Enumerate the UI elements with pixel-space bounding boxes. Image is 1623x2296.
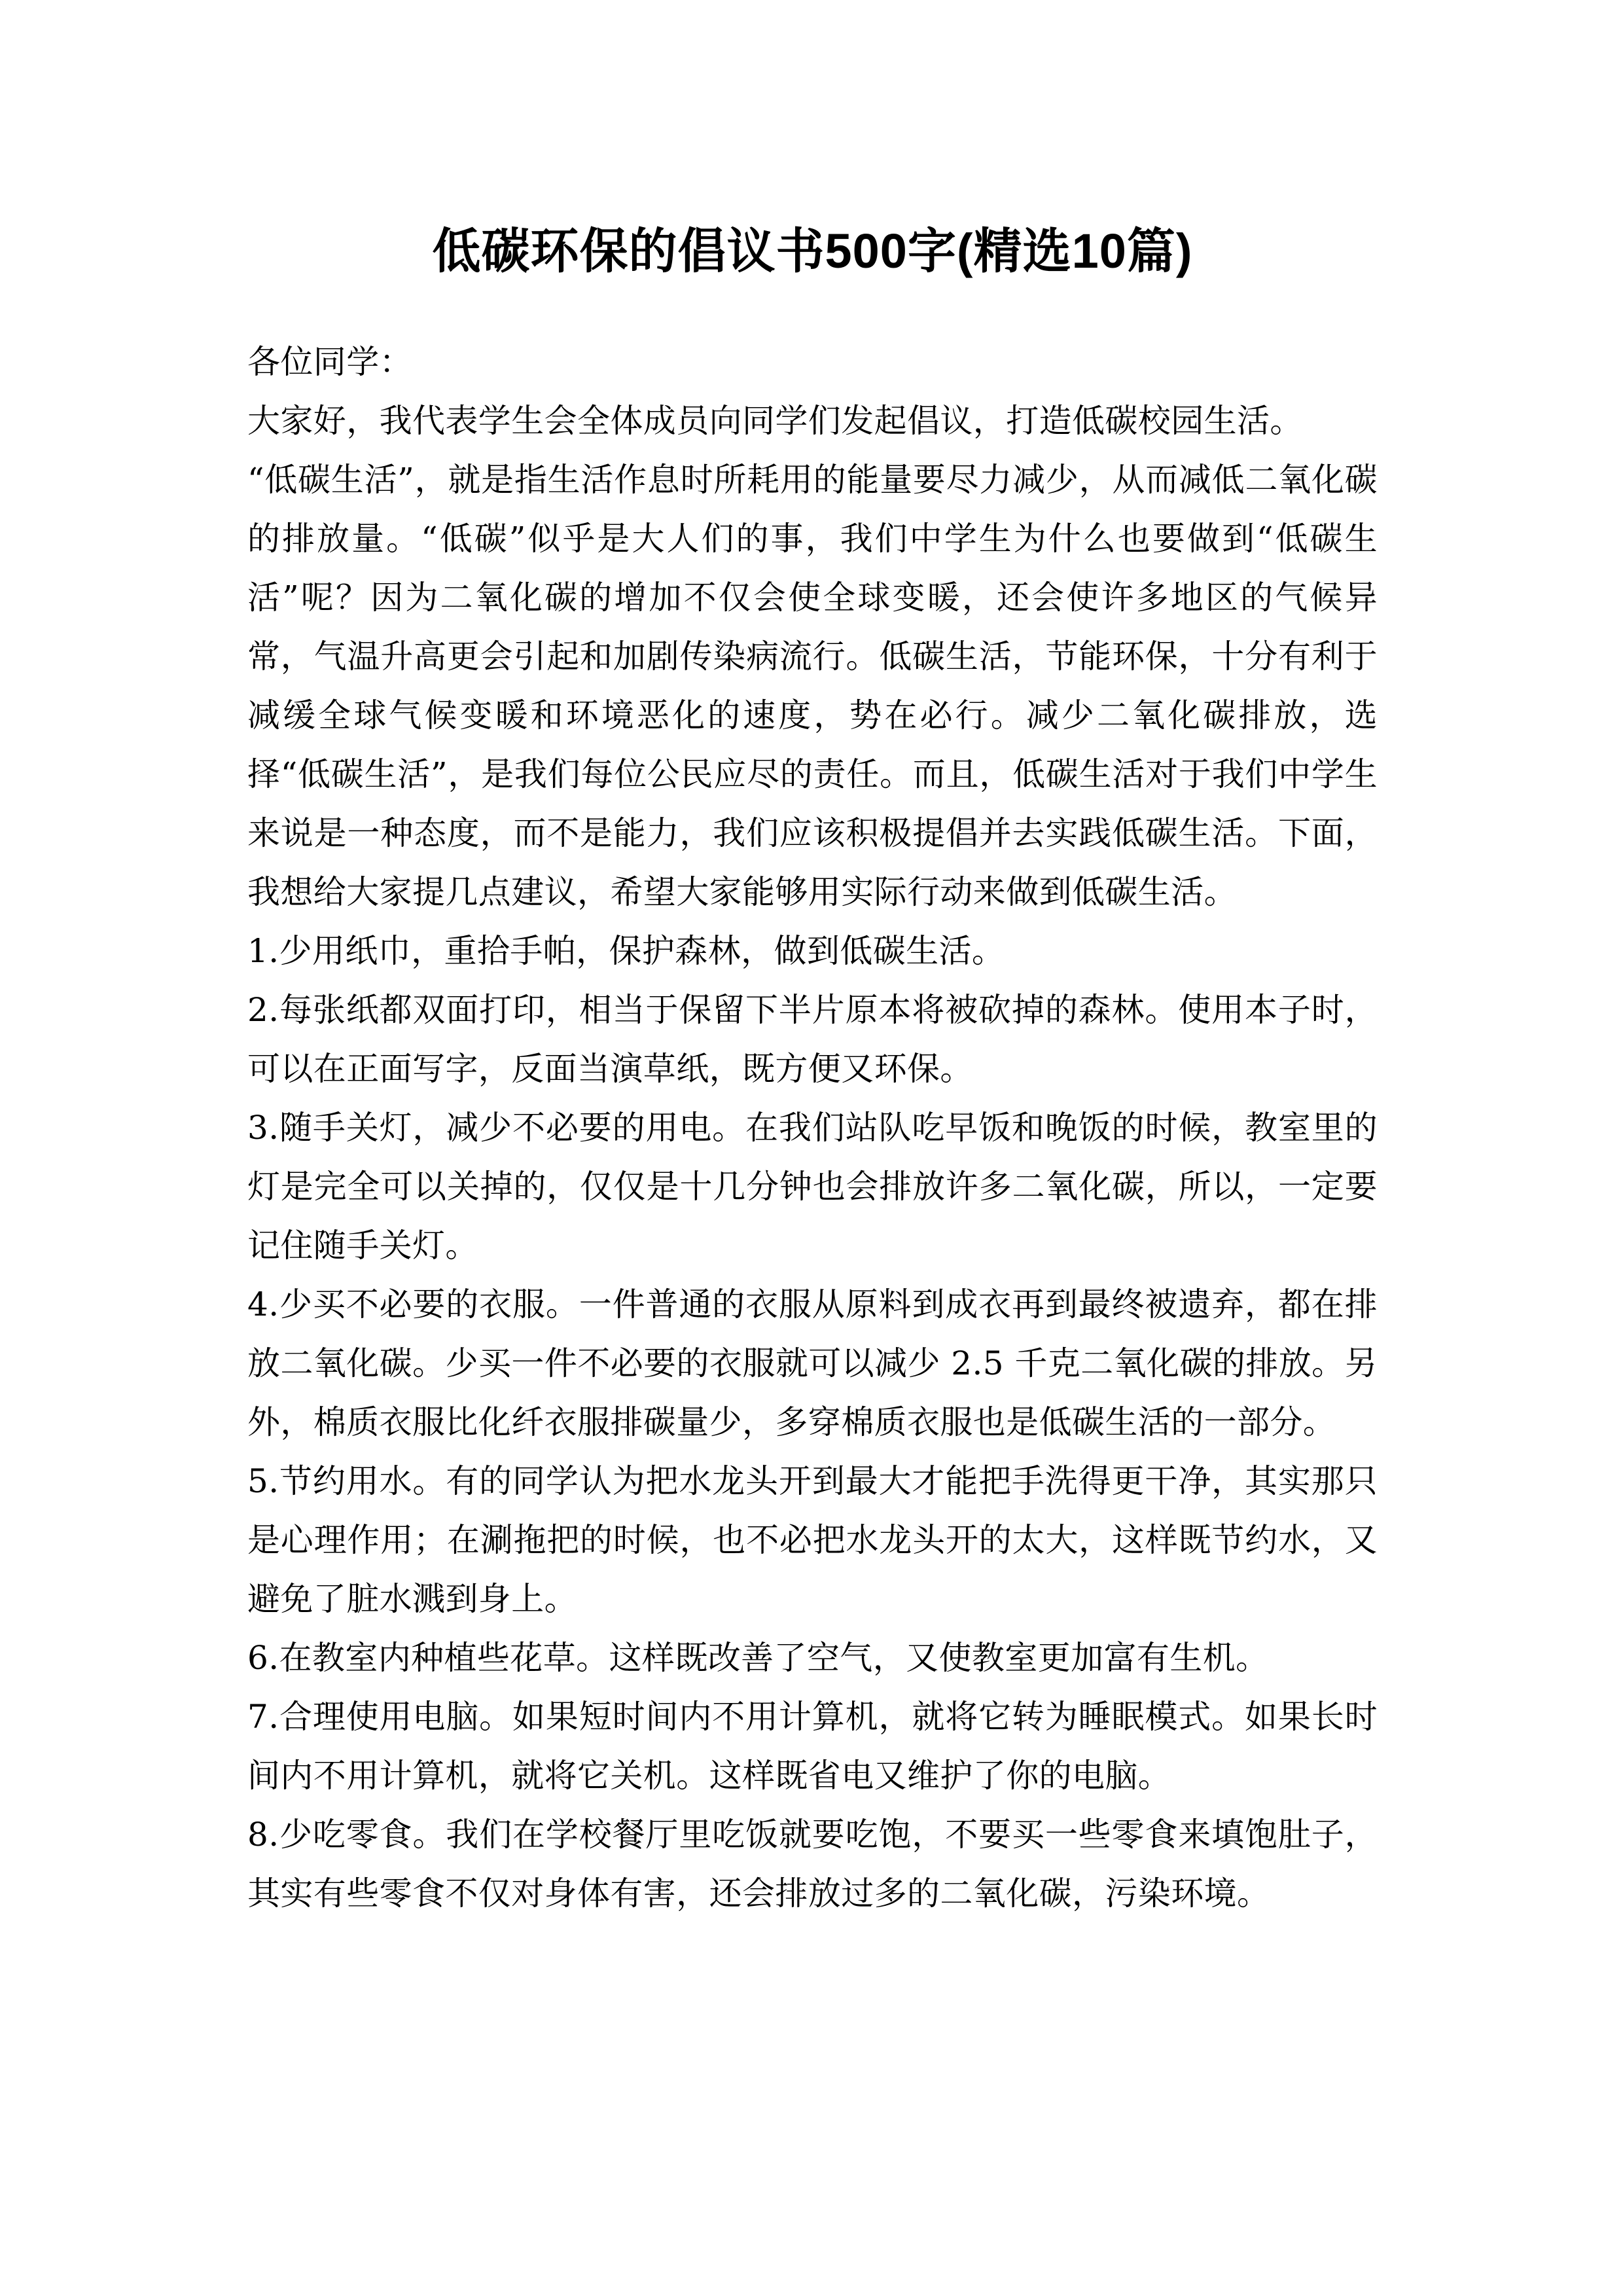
suggestion-item-3: 3.随手关灯，减少不必要的用电。在我们站队吃早饭和晚饭的时候，教室里的灯是完全可以关掉的，仅仅是十几分钟也会排放许多二氧化碳，所以，一定要记住随手关灯。 [247,1109,1378,1265]
body-paragraph-1: 大家好，我代表学生会全体成员向同学们发起倡议，打造低碳校园生活。 [247,402,1303,440]
suggestion-item-8: 8.少吃零食。我们在学校餐厅里吃饭就要吃饱，不要买一些零食来填饱肚子，其实有些零食不仅对身体有害，还会排放过多的二氧化碳，污染环境。 [247,1816,1378,1912]
suggestion-item-1: 1.少用纸巾，重拾手帕，保护森林，做到低碳生活。 [247,932,1005,970]
document-body [247,332,1378,1923]
suggestion-item-6: 6.在教室内种植些花草。这样既改善了空气，又使教室更加富有生机。 [247,1639,1269,1677]
suggestion-item-4: 4.少买不必要的衣服。一件普通的衣服从原料到成衣再到最终被遗弃，都在排放二氧化碳。少买一件不必要的衣服就可以减少 2.5 千克二氧化碳的排放。另外，棉质衣服比化纤衣服排碳量少，多穿棉质衣服也是低碳生活的一部分。 [247,1285,1378,1441]
salutation-line: 各位同学： [247,343,412,381]
suggestion-item-2: 2.每张纸都双面打印，相当于保留下半片原本将被砍掉的森林。使用本子时，可以在正面写字，反面当演草纸，既方便又环保。 [247,991,1378,1088]
suggestion-item-5: 5.节约用水。有的同学认为把水龙头开到最大才能把手洗得更干净，其实那只是心理作用；在涮拖把的时候，也不必把水龙头开的太大，这样既节约水，又避免了脏水溅到身上。 [247,1462,1378,1618]
suggestion-item-7: 7.合理使用电脑。如果短时间内不用计算机，就将它转为睡眠模式。如果长时间内不用计算机，就将它关机。这样既省电又维护了你的电脑。 [247,1698,1378,1795]
body-paragraph-2: “低碳生活”，就是指生活作息时所耗用的能量要尽力减少，从而减低二氧化碳的排放量。“低碳”似乎是大人们的事，我们中学生为什么也要做到“低碳生活”呢？因为二氧化碳的增加不仅会使全球变暖，还会使许多地区的气候异常，气温升高更会引起和加剧传染病流行。低碳生活，节能环保，十分有利于减缓全球气候变暖和环境恶化的速度，势在必行。减少二氧化碳排放，选择“低碳生活”，是我们每位公民应尽的责任。而且，低碳生活对于我们中学生来说是一种态度，而不是能力，我们应该积极提倡并去实践低碳生活。下面，我想给大家提几点建议，希望大家能够用实际行动来做到低碳生活。 [247,461,1378,911]
page-title: 低碳环保的倡议书500字(精选10篇) [432,223,1193,278]
